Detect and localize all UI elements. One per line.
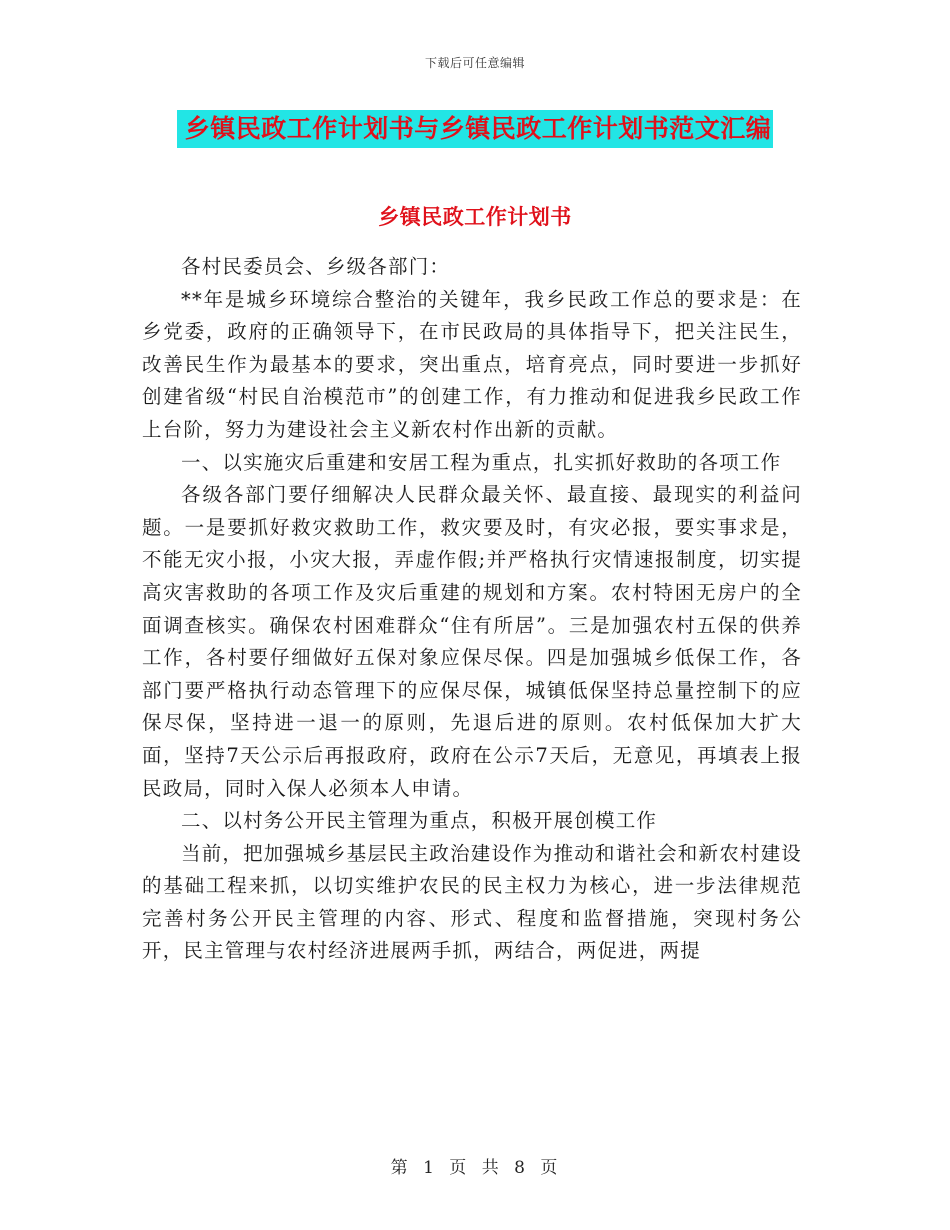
relief-work-paragraph: 各级各部门要仔细解决人民群众最关怀、最直接、最现实的利益问题。一是要抓好救灾救助工作，救灾要及时，有灾必报，要实事求是，不能无灾小报，小灾大报，弄虚作假;并严格执行灾情速报制度，切实提高灾害救助的各项工作及灾后重建的规划和方案。农村特困无房户的全面调查核实。确保农村困难群众“住有所居”。三是加强农村五保的供养工作，各村要仔细做好五保对象应保尽保。四是加强城乡低保工作，各部门要严格执行动态管理下的应保尽保，城镇低保坚持总量控制下的应保尽保，坚持进一退一的原则，先退后进的原则。农村低保加大扩大面，坚持7天公示后再报政府，政府在公示7天后，无意见，再填表上报民政局，同时入保人必须本人申请。: [142, 483, 802, 800]
document-title-container: [0, 110, 950, 148]
document-body: [142, 251, 802, 968]
page-number-footer: 第 1 页 共 8 页: [390, 1158, 560, 1178]
intro-paragraph: **年是城乡环境综合整治的关键年，我乡民政工作总的要求是：在乡党委，政府的正确领导下，在市民政局的具体指导下，把关注民生，改善民生作为最基本的要求，突出重点，培育亮点，同时要进一步抓好创建省级“村民自治模范市”的创建工作，有力推动和促进我乡民政工作上台阶，努力为建设社会主义新农村作出新的贡献。: [142, 287, 802, 441]
salutation-paragraph: 各村民委员会、乡级各部门：: [181, 255, 451, 278]
heading-two-paragraph: 二、以村务公开民主管理为重点，积极开展创模工作: [181, 809, 658, 833]
democracy-paragraph: 当前，把加强城乡基层民主政治建设作为推动和谐社会和新农村建设的基础工程来抓，以切实维护农民的民主权力为核心，进一步法律规范完善村务公开民主管理的内容、形式、程度和监督措施，突现村务公开，民主管理与农村经济进展两手抓，两结合，两促进，两提: [142, 841, 803, 963]
page-header-note: 下载后可任意编辑: [424, 56, 525, 70]
document-title: 乡镇民政工作计划书与乡镇民政工作计划书范文汇编: [177, 110, 774, 148]
section-title: 乡镇民政工作计划书: [378, 205, 572, 229]
heading-one-paragraph: 一、以实施灾后重建和安居工程为重点，扎实抓好救助的各项工作: [181, 450, 782, 474]
